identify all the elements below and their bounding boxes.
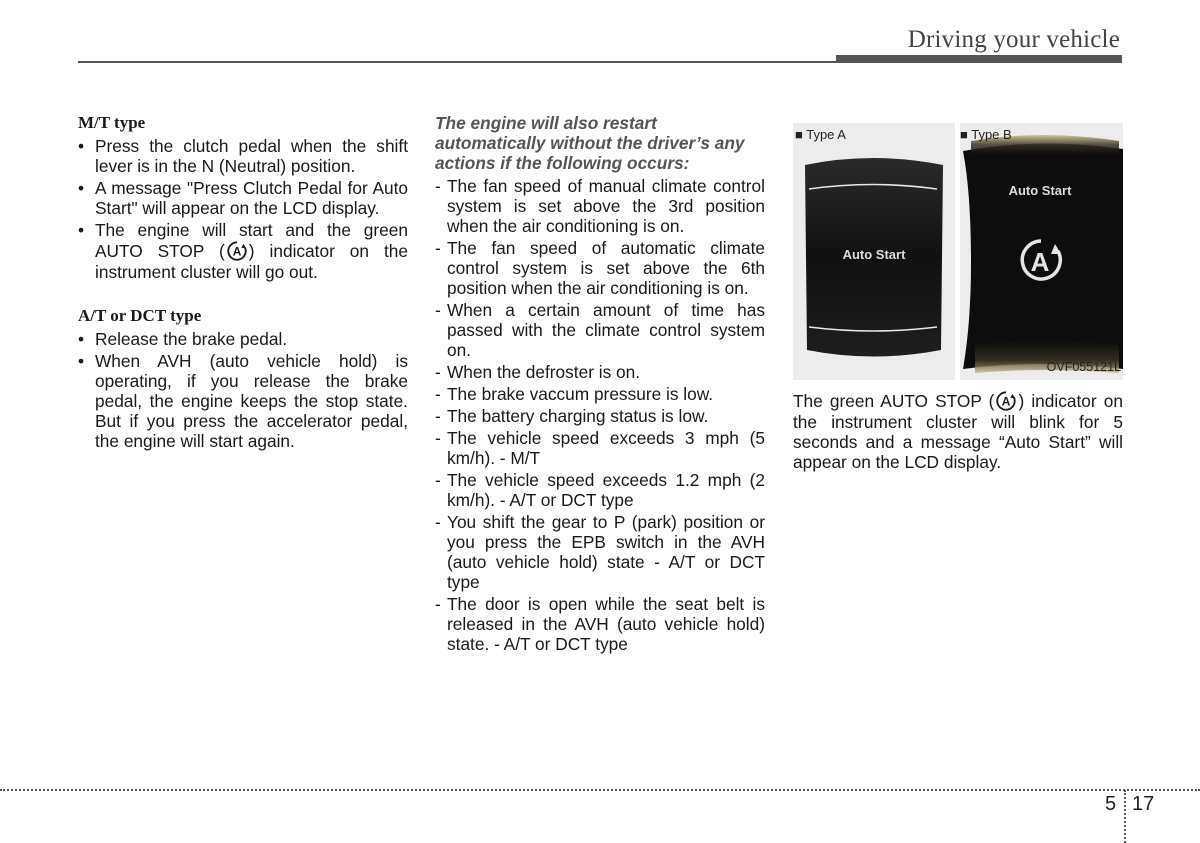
dash-marker: - bbox=[435, 428, 441, 448]
type-a-auto-start-text: Auto Start bbox=[842, 247, 906, 262]
type-a-label: ■ Type A bbox=[795, 127, 846, 142]
bullet-marker: • bbox=[78, 178, 85, 198]
restart-conditions-intro: The engine will also restart automatically without the driver’s any actions if the following occurs: bbox=[435, 113, 745, 173]
svg-text:A: A bbox=[232, 244, 242, 259]
bullet-marker: • bbox=[78, 351, 85, 371]
lcd-display-figure bbox=[793, 123, 1123, 380]
dash-marker: - bbox=[435, 384, 441, 404]
bullet-marker: • bbox=[78, 329, 85, 349]
column-3 bbox=[793, 118, 1123, 472]
dash-marker: - bbox=[435, 406, 441, 426]
list-item: - The brake vaccum pressure is low. bbox=[435, 384, 714, 404]
figure-code: OVF055121L bbox=[1046, 360, 1121, 374]
at-dct-type-heading: A/T or DCT type bbox=[78, 306, 202, 325]
at-dct-type-list bbox=[78, 329, 408, 451]
chapter-number: 5 bbox=[1105, 793, 1117, 815]
page-header-title: Driving your vehicle bbox=[907, 26, 1120, 53]
list-item: • The engine will start and the green AUTO STOP ( A ) indicator on the instrument cluster will go out. bbox=[78, 220, 408, 282]
svg-text:A: A bbox=[1002, 394, 1011, 409]
list-item: - The vehicle speed exceeds 3 mph (5 km/h). - M/T bbox=[435, 428, 765, 468]
header-rule bbox=[78, 61, 838, 63]
auto-stop-icon bbox=[226, 240, 248, 262]
list-item: • A message "Press Clutch Pedal for Auto Start" will appear on the LCD display. bbox=[78, 178, 408, 218]
auto-stop-description: The green AUTO STOP ( A ) indicator on the instrument cluster will blink for 5 seconds and a message “Auto Start” will appear on the LCD display. bbox=[793, 391, 1123, 472]
list-item: - The vehicle speed exceeds 1.2 mph (2 km/h). - A/T or DCT type bbox=[435, 470, 765, 510]
list-item: - The fan speed of automatic climate control system is set above the 6th position when the air conditioning is on. bbox=[435, 238, 765, 298]
dash-marker: - bbox=[435, 238, 441, 258]
list-item: • When AVH (auto vehicle hold) is operating, if you release the brake pedal, the engine keeps the stop state. But if you press the accelerator pedal, the engine will start again. bbox=[78, 351, 408, 451]
list-item: - You shift the gear to P (park) position or you press the EPB switch in the AVH (auto vehicle hold) state - A/T or DCT type bbox=[435, 512, 765, 592]
page-number: 17 bbox=[1132, 793, 1155, 815]
footer-divider bbox=[1124, 790, 1126, 843]
restart-conditions-list bbox=[435, 176, 765, 654]
svg-text:A: A bbox=[1030, 247, 1050, 277]
dash-marker: - bbox=[435, 362, 441, 382]
bullet-marker: • bbox=[78, 136, 85, 156]
column-2 bbox=[435, 113, 765, 656]
list-item: - When the defroster is on. bbox=[435, 362, 641, 382]
type-b-label: ■ Type B bbox=[960, 127, 1012, 142]
dash-marker: - bbox=[435, 470, 441, 490]
list-item: - The door is open while the seat belt is released in the AVH (auto vehicle hold) state. - A/T or DCT type bbox=[435, 594, 765, 654]
list-item: • Release the brake pedal. bbox=[78, 329, 288, 349]
header-rule-accent bbox=[836, 55, 1122, 63]
type-b-auto-start-text: Auto Start bbox=[1008, 183, 1072, 198]
dash-marker: - bbox=[435, 176, 441, 196]
dash-marker: - bbox=[435, 300, 441, 320]
bullet-marker: • bbox=[78, 220, 85, 240]
auto-stop-icon bbox=[995, 390, 1017, 412]
auto-stop-icon bbox=[1022, 241, 1061, 279]
list-item: - When a certain amount of time has passed with the climate control system on. bbox=[435, 300, 765, 360]
mt-type-heading: M/T type bbox=[78, 113, 146, 132]
dash-marker: - bbox=[435, 594, 441, 614]
column-1 bbox=[78, 113, 408, 453]
dash-marker: - bbox=[435, 512, 441, 532]
footer-rule bbox=[0, 789, 1200, 791]
list-item: • Press the clutch pedal when the shift lever is in the N (Neutral) position. bbox=[78, 136, 408, 176]
list-item: - The battery charging status is low. bbox=[435, 406, 709, 426]
mt-type-list bbox=[78, 136, 408, 282]
lcd-text-overlay bbox=[793, 123, 1123, 380]
list-item: - The fan speed of manual climate control system is set above the 3rd position when the air conditioning is on. bbox=[435, 176, 765, 236]
